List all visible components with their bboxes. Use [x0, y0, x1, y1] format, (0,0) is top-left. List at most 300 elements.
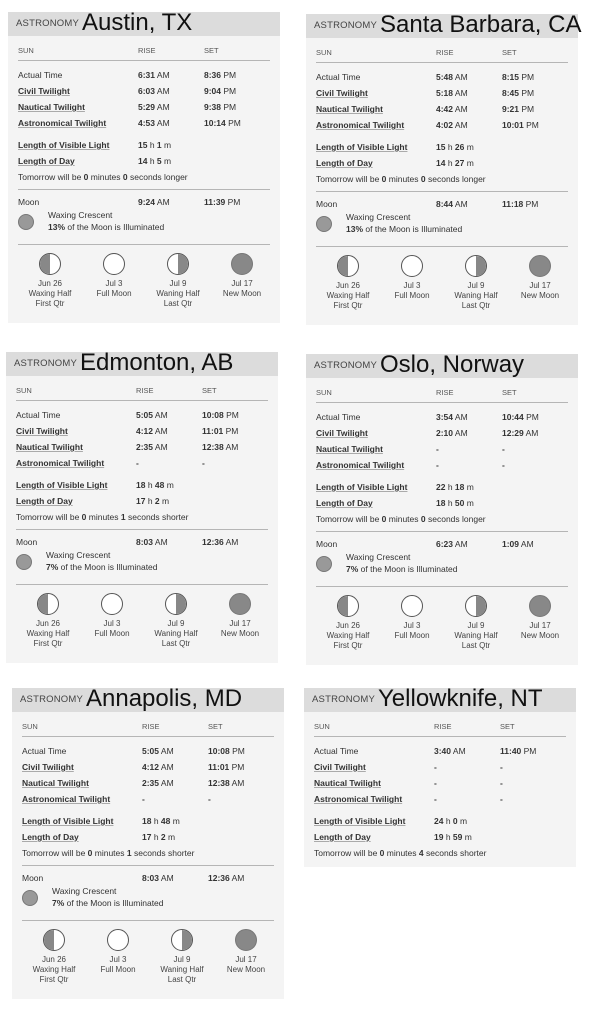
moon-illumination-text: of the Moon is Illuminated: [363, 224, 463, 234]
rise-time: [138, 86, 170, 96]
section-divider: [316, 191, 568, 192]
set-time-ampm: PM: [519, 72, 535, 82]
set-time: [502, 444, 505, 454]
full-moon-icon: [401, 255, 423, 277]
sun-row-civil: [18, 83, 270, 99]
section-divider: [316, 531, 568, 532]
set-column-header: SET: [502, 388, 517, 397]
set-column-header: SET: [202, 386, 217, 395]
set-time: [500, 778, 503, 788]
rise-time-ampm: AM: [453, 428, 468, 438]
visible-value: [138, 140, 171, 150]
set-time-number: -: [208, 794, 211, 804]
astronomy-card: [306, 11, 582, 325]
last-quarter-moon-icon: [465, 595, 487, 617]
hours-value: 14: [436, 158, 446, 168]
nautical-label[interactable]: Nautical Twilight: [314, 778, 381, 788]
rise-time-number: -: [436, 444, 439, 454]
rise-time: [142, 794, 145, 804]
phase-date: Jul 9: [467, 621, 485, 630]
visible-label[interactable]: Length of Visible Light: [316, 482, 408, 492]
phase-date: Jul 3: [403, 621, 421, 630]
moon-illumination: [346, 224, 462, 234]
set-time-number: 10:08: [202, 410, 224, 420]
rise-time: [436, 72, 468, 82]
nautical-label[interactable]: Nautical Twilight: [22, 778, 89, 788]
phase-name: Waning Half: [454, 631, 498, 640]
hours-value: 15: [138, 140, 148, 150]
new-moon-icon: [231, 253, 253, 275]
minutes-unit: m: [161, 140, 172, 150]
rise-time-ampm: AM: [155, 197, 170, 207]
sun-row-astronomical: [314, 791, 566, 807]
minutes-value: 59: [452, 832, 463, 842]
rise-column-header: RISE: [138, 46, 156, 55]
rise-time-ampm: AM: [453, 412, 468, 422]
phase-name: Waxing Half: [32, 965, 76, 974]
moon-phase-calendar: [22, 920, 274, 999]
rise-time: [434, 746, 466, 756]
visible-value: [436, 482, 474, 492]
phase-subname: First Qtr: [35, 299, 65, 308]
astronomy-label: ASTRONOMY: [314, 360, 378, 371]
astronomy-label: ASTRONOMY: [312, 694, 376, 705]
minutes-unit: m: [164, 480, 174, 490]
visible-value: [434, 816, 467, 826]
set-time: [502, 539, 534, 549]
set-time-number: -: [502, 460, 505, 470]
set-time-number: 8:36: [204, 70, 222, 80]
minutes-unit: m: [161, 156, 172, 166]
moon-phase: [18, 210, 270, 240]
phase-name: Waning Half: [156, 289, 200, 298]
day-value: [436, 498, 474, 508]
moon-row: [22, 870, 274, 886]
set-time-number: -: [500, 794, 503, 804]
astronomical-label[interactable]: Astronomical Twilight: [18, 118, 107, 128]
rise-time-ampm: AM: [159, 873, 174, 883]
day-value: [136, 496, 169, 506]
hours-unit: h: [151, 832, 161, 842]
phase-name: Full Moon: [394, 291, 430, 300]
set-time-ampm: PM: [229, 762, 245, 772]
minutes-unit: m: [159, 496, 170, 506]
rise-time-ampm: AM: [155, 86, 170, 96]
sun-row-nautical: [314, 775, 566, 791]
rise-time-number: 3:40: [434, 746, 452, 756]
minutes-unit: m: [464, 498, 474, 508]
phase-name: Full Moon: [394, 631, 430, 640]
set-time-number: 12:38: [202, 442, 224, 452]
set-time: [204, 70, 236, 80]
moon-phase-item: [150, 929, 214, 985]
rise-time-ampm: AM: [453, 72, 468, 82]
astronomy-card: [306, 351, 578, 665]
rise-time-number: -: [434, 778, 437, 788]
civil-label[interactable]: Civil Twilight: [316, 88, 368, 98]
nautical-label[interactable]: Nautical Twilight: [316, 444, 383, 454]
duration-row-visible: [316, 479, 568, 495]
moon-label: Moon: [18, 197, 40, 207]
duration-row-day: [314, 829, 566, 845]
moon-phase: [316, 212, 568, 242]
sun-column-header: SUN: [314, 722, 330, 731]
set-time-number: 10:01: [502, 120, 524, 130]
phase-name: New Moon: [520, 291, 560, 300]
sun-row-nautical: [316, 101, 568, 117]
tomorrow-mid: minutes: [86, 512, 121, 522]
civil-label[interactable]: Civil Twilight: [18, 86, 70, 96]
rise-time-number: 5:29: [138, 102, 156, 112]
astronomy-card: [8, 9, 280, 323]
sun-row-civil: [316, 425, 568, 441]
set-time-ampm: PM: [225, 197, 241, 207]
new-moon-icon: [235, 929, 257, 951]
moon-illumination: [52, 898, 164, 908]
set-column-header: SET: [204, 46, 219, 55]
rise-time: [434, 794, 437, 804]
civil-label[interactable]: Civil Twilight: [314, 762, 366, 772]
hours-value: 14: [138, 156, 148, 166]
duration-row-visible: [16, 477, 268, 493]
civil-label[interactable]: Civil Twilight: [22, 762, 74, 772]
last-quarter-moon-icon: [171, 929, 193, 951]
sun-column-header: SUN: [16, 386, 32, 395]
first-quarter-moon-icon: [39, 253, 61, 275]
phase-date: Jul 17: [235, 955, 257, 964]
set-time: [500, 746, 536, 756]
last-quarter-moon-icon: [465, 255, 487, 277]
set-time: [202, 410, 239, 420]
astronomical-label[interactable]: Astronomical Twilight: [316, 460, 405, 470]
day-label[interactable]: Length of Day: [316, 158, 373, 168]
sun-row-nautical: [18, 99, 270, 115]
set-time-ampm: PM: [223, 410, 239, 420]
set-time: [202, 537, 238, 547]
set-column-header: SET: [500, 722, 515, 731]
set-time-ampm: PM: [229, 746, 245, 756]
moon-row: [316, 536, 568, 552]
waxing-crescent-icon: [16, 554, 32, 570]
moon-phase-name: Waxing Crescent: [46, 550, 111, 560]
waxing-crescent-icon: [316, 216, 332, 232]
moon-phase-item: [210, 253, 274, 299]
card-header: [8, 9, 280, 36]
hours-unit: h: [445, 498, 455, 508]
tomorrow-prefix: Tomorrow will be: [316, 514, 382, 524]
phase-date: Jul 9: [169, 279, 187, 288]
visible-label[interactable]: Length of Visible Light: [22, 816, 114, 826]
astronomy-label: ASTRONOMY: [314, 20, 378, 31]
astronomical-label[interactable]: Astronomical Twilight: [314, 794, 403, 804]
visible-label[interactable]: Length of Visible Light: [314, 816, 406, 826]
tomorrow-suffix: seconds shorter: [423, 848, 487, 858]
phase-date: Jun 26: [35, 619, 61, 628]
moon-phase-item: [508, 595, 572, 641]
card-header: [306, 351, 578, 378]
visible-label[interactable]: Length of Visible Light: [18, 140, 110, 150]
city-name: Yellowknife, NT: [378, 685, 543, 712]
duration-row-visible: [22, 813, 274, 829]
astronomical-label[interactable]: Astronomical Twilight: [16, 458, 105, 468]
day-label[interactable]: Length of Day: [22, 832, 79, 842]
set-time-number: 9:38: [204, 102, 222, 112]
tomorrow-seconds: 0: [420, 174, 426, 184]
minutes-value: 2: [154, 496, 160, 506]
sun-row-astronomical: [16, 455, 268, 471]
sun-row-civil: [314, 759, 566, 775]
rise-time-number: 5:05: [142, 746, 160, 756]
rise-time-number: -: [136, 458, 139, 468]
rise-time: [434, 762, 437, 772]
rise-time-number: 9:24: [138, 197, 156, 207]
moon-row: [16, 534, 268, 550]
set-time: [204, 118, 241, 128]
hours-value: 18: [142, 816, 152, 826]
moon-illumination-percent: 13%: [346, 224, 364, 234]
set-time-ampm: PM: [225, 118, 241, 128]
card-body: [8, 40, 280, 323]
moon-phase-calendar: [316, 586, 568, 665]
actual-label: Actual Time: [314, 746, 359, 756]
phase-subname: Last Qtr: [161, 639, 191, 648]
moon-label: Moon: [22, 873, 44, 883]
sun-row-actual: [18, 67, 270, 83]
waxing-crescent-icon: [18, 214, 34, 230]
day-label[interactable]: Length of Day: [314, 832, 371, 842]
moon-phase-item: [146, 253, 210, 309]
rise-time: [136, 442, 168, 452]
city-name: Austin, TX: [82, 9, 193, 36]
phase-date: Jun 26: [37, 279, 63, 288]
phase-date: Jul 17: [529, 621, 551, 630]
tomorrow-note: [314, 845, 566, 861]
set-time: [500, 794, 503, 804]
tomorrow-minutes: 0: [381, 514, 387, 524]
minutes-unit: m: [170, 816, 180, 826]
card-header: [12, 685, 284, 712]
set-time: [502, 104, 534, 114]
day-value: [142, 832, 175, 842]
set-time-number: -: [500, 778, 503, 788]
sun-row-astronomical: [18, 115, 270, 131]
hours-unit: h: [145, 496, 155, 506]
moon-phase: [16, 550, 268, 580]
phase-date: Jul 3: [103, 619, 121, 628]
day-label[interactable]: Length of Day: [18, 156, 75, 166]
first-quarter-moon-icon: [337, 595, 359, 617]
rise-time: [142, 873, 174, 883]
rise-column-header: RISE: [136, 386, 154, 395]
set-time-number: 8:15: [502, 72, 520, 82]
minutes-unit: m: [462, 832, 472, 842]
rise-time-number: 8:44: [436, 199, 454, 209]
hours-unit: h: [445, 142, 455, 152]
duration-row-day: [18, 153, 270, 169]
city-name: Annapolis, MD: [86, 685, 243, 712]
rise-time-ampm: AM: [453, 120, 468, 130]
set-time-ampm: PM: [523, 120, 539, 130]
phase-name: New Moon: [520, 631, 560, 640]
actual-label: Actual Time: [316, 412, 361, 422]
set-time: [502, 428, 538, 438]
moon-illumination-percent: 7%: [46, 562, 59, 572]
tomorrow-suffix: seconds shorter: [131, 848, 195, 858]
moon-phase: [316, 552, 568, 582]
minutes-value: 2: [160, 832, 166, 842]
phase-date: Jul 3: [109, 955, 127, 964]
moon-phase-calendar: [316, 246, 568, 325]
set-time-ampm: PM: [519, 104, 535, 114]
hours-unit: h: [443, 832, 453, 842]
rise-time: [136, 458, 139, 468]
moon-illumination: [346, 564, 458, 574]
column-headers: [316, 382, 568, 403]
set-time-number: 11:40: [500, 746, 522, 756]
rise-time-ampm: AM: [155, 102, 170, 112]
rise-time: [142, 746, 174, 756]
rise-time: [138, 102, 170, 112]
new-moon-icon: [529, 255, 551, 277]
full-moon-icon: [101, 593, 123, 615]
rise-time-number: 5:48: [436, 72, 454, 82]
phase-subname: Last Qtr: [461, 641, 491, 650]
rise-time-number: 5:18: [436, 88, 454, 98]
visible-label[interactable]: Length of Visible Light: [316, 142, 408, 152]
set-time: [202, 426, 238, 436]
nautical-label[interactable]: Nautical Twilight: [16, 442, 83, 452]
visible-value: [142, 816, 180, 826]
set-time: [208, 762, 244, 772]
set-time: [204, 102, 236, 112]
first-quarter-moon-icon: [337, 255, 359, 277]
phase-date: Jul 9: [173, 955, 191, 964]
card-header: [6, 349, 278, 376]
sun-row-actual: [316, 69, 568, 85]
tomorrow-seconds: 0: [420, 514, 426, 524]
duration-row-visible: [314, 813, 566, 829]
nautical-label[interactable]: Nautical Twilight: [18, 102, 85, 112]
set-time-ampm: AM: [229, 873, 245, 883]
astronomy-card: [6, 349, 278, 663]
phase-date: Jul 9: [167, 619, 185, 628]
hours-value: 22: [436, 482, 446, 492]
moon-row: [18, 194, 270, 210]
rise-time-number: -: [434, 794, 437, 804]
hours-value: 24: [434, 816, 444, 826]
sun-row-actual: [314, 743, 566, 759]
rise-time-number: 4:12: [142, 762, 160, 772]
minutes-value: 48: [160, 816, 171, 826]
moon-row: [316, 196, 568, 212]
nautical-label[interactable]: Nautical Twilight: [316, 104, 383, 114]
minutes-unit: m: [464, 482, 474, 492]
set-time: [208, 778, 244, 788]
visible-label[interactable]: Length of Visible Light: [16, 480, 108, 490]
actual-label: Actual Time: [16, 410, 61, 420]
astronomy-label: ASTRONOMY: [20, 694, 84, 705]
phase-name: Waning Half: [154, 629, 198, 638]
set-time: [502, 412, 539, 422]
moon-phase-item: [22, 929, 86, 985]
duration-row-day: [316, 495, 568, 511]
hours-unit: h: [147, 156, 157, 166]
moon-phase-item: [80, 593, 144, 639]
tomorrow-prefix: Tomorrow will be: [314, 848, 380, 858]
tomorrow-mid: minutes: [88, 172, 123, 182]
moon-illumination-text: of the Moon is Illuminated: [65, 222, 165, 232]
tomorrow-suffix: seconds longer: [425, 174, 486, 184]
phase-subname: First Qtr: [33, 639, 63, 648]
rise-time-number: -: [142, 794, 145, 804]
rise-time-ampm: AM: [153, 426, 168, 436]
set-time: [202, 442, 238, 452]
moon-phase-item: [380, 595, 444, 641]
moon-phase-item: [86, 929, 150, 975]
tomorrow-seconds: 0: [122, 172, 128, 182]
set-time-number: 9:21: [502, 104, 520, 114]
phase-date: Jun 26: [335, 621, 361, 630]
phase-subname: First Qtr: [333, 641, 363, 650]
set-time: [502, 88, 534, 98]
tomorrow-minutes: 0: [381, 174, 387, 184]
tomorrow-seconds: 1: [120, 512, 126, 522]
moon-phase-name: Waxing Crescent: [52, 886, 117, 896]
set-time-number: 1:09: [502, 539, 520, 549]
set-time: [202, 458, 205, 468]
hours-value: 15: [436, 142, 446, 152]
card-body: [306, 382, 578, 665]
phase-name: Waxing Half: [28, 289, 72, 298]
card-header: [304, 685, 576, 712]
set-time-number: 12:36: [208, 873, 230, 883]
rise-time-ampm: AM: [159, 746, 174, 756]
duration-row-day: [22, 829, 274, 845]
minutes-value: 26: [454, 142, 465, 152]
rise-time-ampm: AM: [155, 118, 170, 128]
sun-row-actual: [22, 743, 274, 759]
day-label[interactable]: Length of Day: [16, 496, 73, 506]
tomorrow-prefix: Tomorrow will be: [16, 512, 82, 522]
moon-phase-item: [16, 593, 80, 649]
rise-column-header: RISE: [142, 722, 160, 731]
tomorrow-mid: minutes: [384, 848, 419, 858]
rise-time: [436, 428, 468, 438]
set-time-ampm: AM: [519, 539, 534, 549]
moon-phase-item: [214, 929, 278, 975]
phase-date: Jul 9: [467, 281, 485, 290]
phase-name: Waning Half: [454, 291, 498, 300]
minutes-value: 1: [156, 140, 162, 150]
rise-time: [136, 537, 168, 547]
civil-label[interactable]: Civil Twilight: [16, 426, 68, 436]
astronomical-label[interactable]: Astronomical Twilight: [22, 794, 111, 804]
actual-label: Actual Time: [316, 72, 361, 82]
set-time: [502, 72, 534, 82]
tomorrow-suffix: seconds shorter: [125, 512, 189, 522]
phase-name: New Moon: [222, 289, 262, 298]
set-time-number: 10:08: [208, 746, 230, 756]
civil-label[interactable]: Civil Twilight: [316, 428, 368, 438]
astronomical-label[interactable]: Astronomical Twilight: [316, 120, 405, 130]
tomorrow-suffix: seconds longer: [425, 514, 486, 524]
rise-time-number: 2:10: [436, 428, 454, 438]
set-time-number: 11:18: [502, 199, 524, 209]
astronomy-card: [304, 685, 576, 867]
phase-subname: Last Qtr: [163, 299, 193, 308]
day-label[interactable]: Length of Day: [316, 498, 373, 508]
rise-time: [138, 118, 170, 128]
